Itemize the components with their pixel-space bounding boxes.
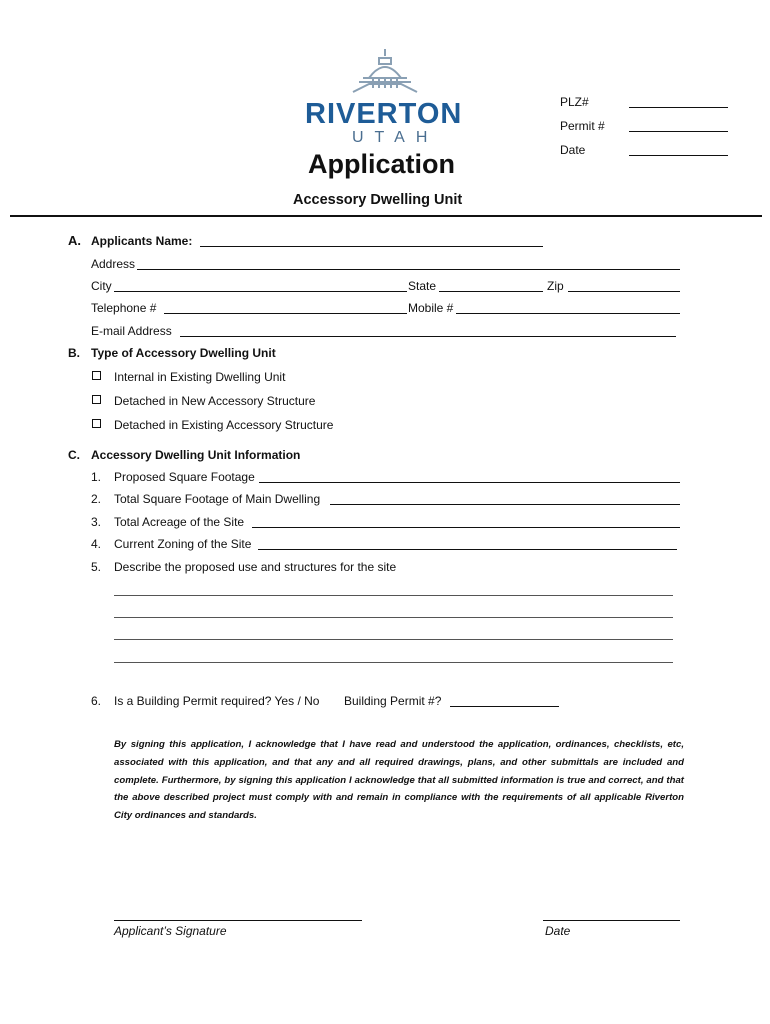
acknowledgement-statement: By signing this application, I acknowledge that I have read and understood the application, ordinances, checklists, etc, associated with this application, and that any and all required drawings, plans, and other submittals are included and complete. Furthermore, by signing this application I acknowledge that all submitted information is true and correct, and that the above described project must comply with and remain in compliance with the requirements of all applicable Riverton City ordinances and standards.: [114, 739, 684, 822]
item-number: 5.: [91, 560, 102, 574]
option-label: Internal in Existing Dwelling Unit: [114, 370, 286, 384]
zip-label: Zip: [547, 279, 564, 293]
applicant-name-field[interactable]: [200, 246, 543, 247]
signature-date-field[interactable]: [543, 920, 680, 921]
item-label: Current Zoning of the Site: [114, 537, 252, 551]
title-divider: [10, 215, 762, 217]
section-c-title: Accessory Dwelling Unit Information: [91, 448, 301, 462]
city-label: City: [91, 279, 112, 293]
plz-label: PLZ#: [560, 95, 589, 109]
item-label: Describe the proposed use and structures for the site: [114, 560, 397, 574]
site-acreage-field[interactable]: [252, 527, 680, 528]
building-permit-label: Building Permit #?: [344, 694, 442, 708]
telephone-field[interactable]: [164, 313, 407, 314]
section-b-title: Type of Accessory Dwelling Unit: [91, 346, 276, 360]
city-hall-dome-icon: [349, 48, 421, 96]
building-permit-field[interactable]: [450, 706, 559, 707]
item-number: 1.: [91, 470, 102, 484]
zip-field[interactable]: [568, 291, 680, 292]
item-number: 4.: [91, 537, 102, 551]
applicant-signature-field[interactable]: [114, 920, 362, 921]
date-label: Date: [560, 143, 586, 157]
item-label: Proposed Square Footage: [114, 470, 255, 484]
email-field[interactable]: [180, 336, 676, 337]
section-b-letter: B.: [68, 346, 80, 360]
option-label: Detached in New Accessory Structure: [114, 394, 316, 408]
mobile-label: Mobile #: [408, 301, 454, 315]
description-line[interactable]: [114, 662, 673, 663]
office-date-field[interactable]: [629, 155, 728, 156]
description-line[interactable]: [114, 595, 673, 596]
plz-field[interactable]: [629, 107, 728, 108]
logo-sub: UTAH: [352, 129, 439, 146]
checkbox[interactable]: [92, 419, 101, 428]
state-field[interactable]: [439, 291, 543, 292]
page-title: Application: [308, 149, 455, 179]
address-label: Address: [91, 257, 136, 271]
mobile-field[interactable]: [456, 313, 680, 314]
building-permit-question: Is a Building Permit required? Yes / No: [114, 694, 320, 708]
signature-date-label: Date: [545, 924, 571, 938]
section-a-letter: A.: [68, 233, 81, 248]
permit-field[interactable]: [629, 131, 728, 132]
item-number: 6.: [91, 694, 102, 708]
city-field[interactable]: [114, 291, 407, 292]
description-line[interactable]: [114, 639, 673, 640]
page-subtitle: Accessory Dwelling Unit: [293, 192, 463, 208]
section-c-letter: C.: [68, 448, 80, 462]
item-label: Total Square Footage of Main Dwelling: [114, 492, 321, 506]
permit-label: Permit #: [560, 119, 605, 133]
description-line[interactable]: [114, 617, 673, 618]
email-label: E-mail Address: [91, 324, 172, 338]
checkbox[interactable]: [92, 395, 101, 404]
applicant-name-label: Applicants Name:: [91, 234, 193, 248]
address-field[interactable]: [137, 269, 680, 270]
item-label: Total Acreage of the Site: [114, 515, 245, 529]
applicant-signature-label: Applicant’s Signature: [114, 924, 227, 938]
square-footage-field[interactable]: [259, 482, 680, 483]
item-number: 3.: [91, 515, 102, 529]
logo-name: RIVERTON: [305, 98, 463, 130]
state-label: State: [408, 279, 437, 293]
zoning-field[interactable]: [258, 549, 677, 550]
main-dwelling-footage-field[interactable]: [330, 504, 680, 505]
telephone-label: Telephone #: [91, 301, 157, 315]
checkbox[interactable]: [92, 371, 101, 380]
item-number: 2.: [91, 492, 102, 506]
option-label: Detached in Existing Accessory Structure: [114, 418, 334, 432]
